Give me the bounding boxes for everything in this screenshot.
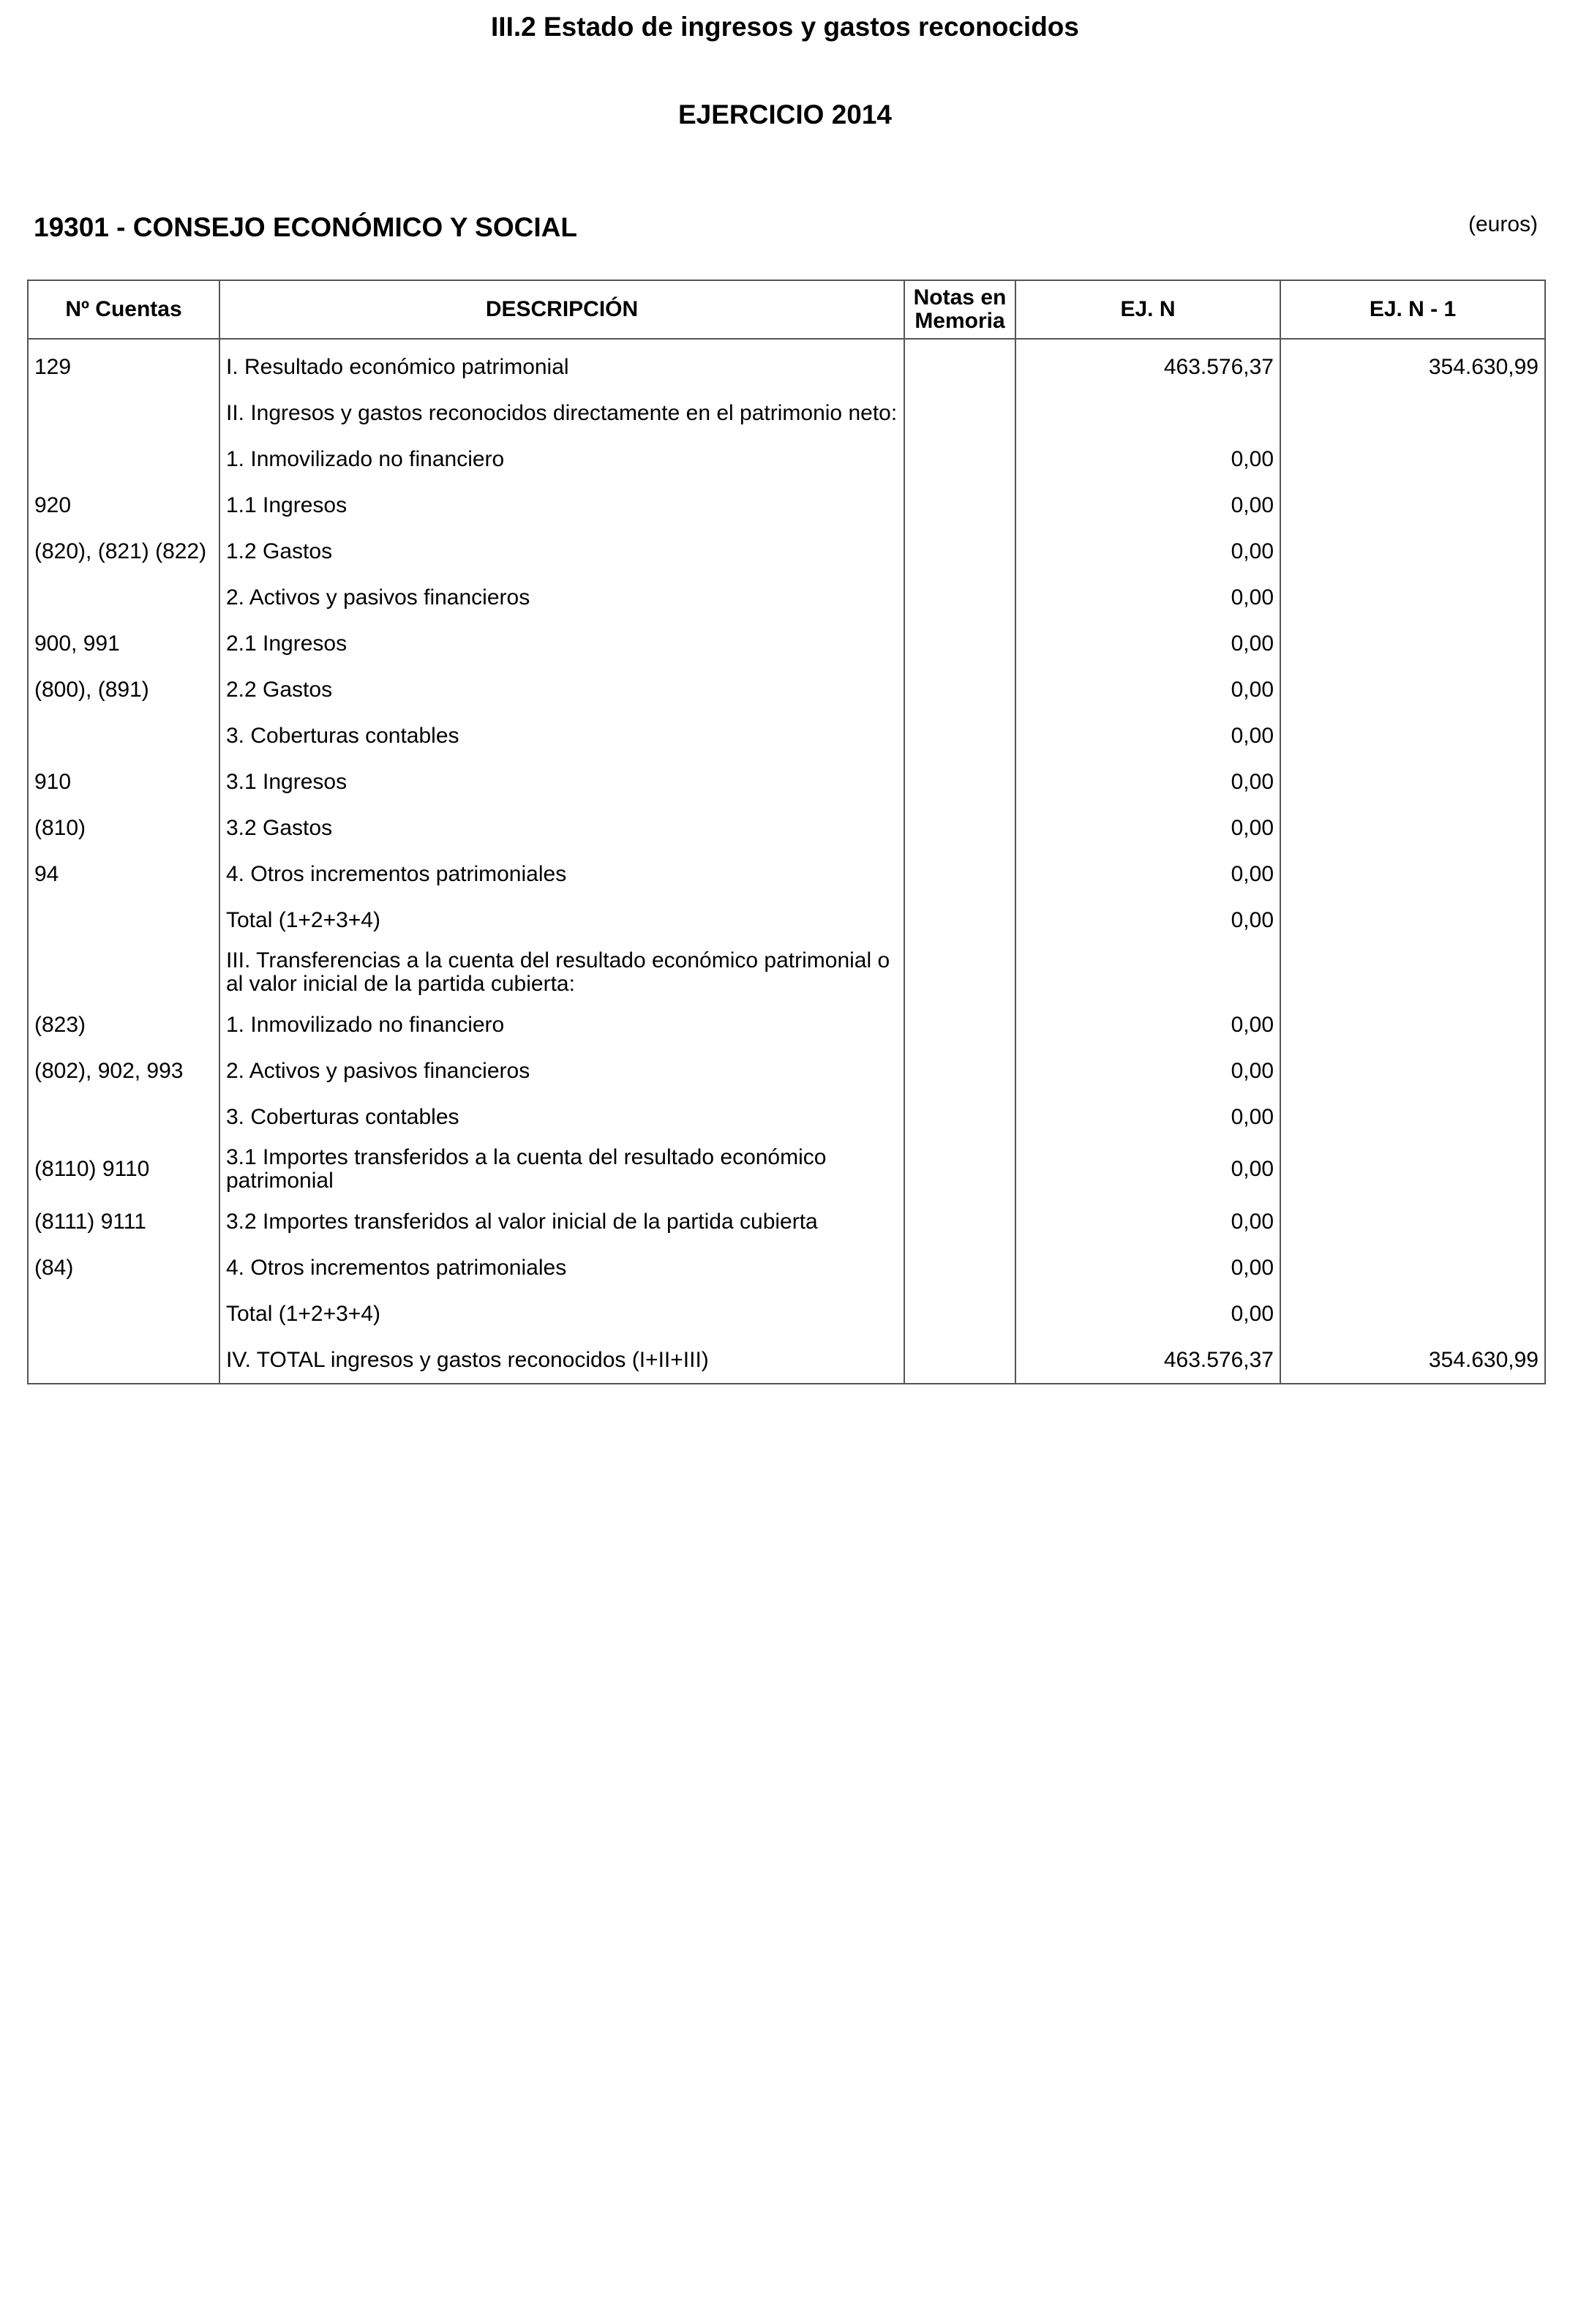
notes-cell (904, 1094, 1015, 1140)
account-cell: (8111) 9111 (28, 1199, 219, 1245)
year-n1-cell (1280, 805, 1545, 851)
table-row (28, 436, 1545, 482)
account-cell: 920 (28, 482, 219, 528)
account-cell: (820), (821) (822) (28, 528, 219, 574)
table-row (28, 574, 1545, 621)
description-cell: 4. Otros incrementos patrimoniales (219, 1245, 904, 1291)
account-cell: (823) (28, 1002, 219, 1048)
table-row (28, 943, 1545, 1002)
account-cell: 94 (28, 851, 219, 897)
account-cell: (8110) 9110 (28, 1140, 219, 1199)
entity-title: 19301 - CONSEJO ECONÓMICO Y SOCIAL (34, 212, 577, 242)
account-cell (28, 1291, 219, 1337)
table-row (28, 805, 1545, 851)
year-n-cell: 0,00 (1015, 1140, 1280, 1199)
statement-table (27, 280, 1546, 1384)
table-row (28, 759, 1545, 805)
year-n1-cell (1280, 621, 1545, 667)
year-n-cell: 0,00 (1015, 713, 1280, 759)
year-n-cell: 0,00 (1015, 1199, 1280, 1245)
year-n-cell: 0,00 (1015, 1094, 1280, 1140)
notes-cell (904, 1199, 1015, 1245)
year-n1-cell (1280, 528, 1545, 574)
description-cell: 1.1 Ingresos (219, 482, 904, 528)
notes-cell (904, 1337, 1015, 1384)
table-body (28, 339, 1545, 1384)
description-cell: 1. Inmovilizado no financiero (219, 436, 904, 482)
account-cell: (800), (891) (28, 667, 219, 713)
currency-unit: (euros) (1468, 212, 1538, 236)
notes-cell (904, 528, 1015, 574)
account-cell (28, 943, 219, 1002)
notes-cell (904, 897, 1015, 943)
year-n1-cell (1280, 1199, 1545, 1245)
table-row (28, 851, 1545, 897)
column-header-notes (904, 280, 1015, 339)
table-row (28, 1048, 1545, 1094)
notes-cell (904, 759, 1015, 805)
description-cell: 4. Otros incrementos patrimoniales (219, 851, 904, 897)
year-n1-cell (1280, 1291, 1545, 1337)
description-cell: 2. Activos y pasivos financieros (219, 574, 904, 621)
notes-cell (904, 713, 1015, 759)
notes-cell (904, 667, 1015, 713)
account-cell (28, 436, 219, 482)
notes-cell (904, 1291, 1015, 1337)
description-cell: 3.2 Importes transferidos al valor inicial de la partida cubierta (219, 1199, 904, 1245)
page-title: III.2 Estado de ingresos y gastos reconocidos (491, 12, 1079, 42)
year-n-cell: 0,00 (1015, 805, 1280, 851)
year-n1-cell (1280, 943, 1545, 1002)
account-cell (28, 1337, 219, 1384)
year-n-cell (1015, 943, 1280, 1002)
table-row (28, 1199, 1545, 1245)
account-cell (28, 390, 219, 436)
year-n-cell: 463.576,37 (1015, 339, 1280, 390)
description-cell: III. Transferencias a la cuenta del resultado económico patrimonial o al valor inicial de la partida cubierta: (219, 943, 904, 1002)
account-cell (28, 1094, 219, 1140)
year-n-cell: 0,00 (1015, 621, 1280, 667)
year-n-cell: 0,00 (1015, 482, 1280, 528)
year-n-cell: 0,00 (1015, 436, 1280, 482)
year-n1-cell (1280, 390, 1545, 436)
description-cell: 2.2 Gastos (219, 667, 904, 713)
account-cell: (810) (28, 805, 219, 851)
year-n1-cell: 354.630,99 (1280, 1337, 1545, 1384)
notes-cell (904, 436, 1015, 482)
notes-cell (904, 621, 1015, 667)
year-n-cell: 463.576,37 (1015, 1337, 1280, 1384)
notes-cell (904, 574, 1015, 621)
table-row (28, 1337, 1545, 1384)
year-n-cell: 0,00 (1015, 1245, 1280, 1291)
description-cell: 3.1 Importes transferidos a la cuenta del resultado económico patrimonial (219, 1140, 904, 1199)
table-row (28, 621, 1545, 667)
year-n1-cell (1280, 851, 1545, 897)
year-n-cell: 0,00 (1015, 897, 1280, 943)
account-cell (28, 897, 219, 943)
notes-cell (904, 1140, 1015, 1199)
account-cell (28, 713, 219, 759)
exercise-title: EJERCICIO 2014 (677, 100, 893, 130)
account-cell: 129 (28, 339, 219, 390)
year-n1-cell (1280, 1048, 1545, 1094)
description-cell: 2. Activos y pasivos financieros (219, 1048, 904, 1094)
description-cell: 1.2 Gastos (219, 528, 904, 574)
table-row (28, 713, 1545, 759)
year-n1-cell (1280, 759, 1545, 805)
notes-cell (904, 1048, 1015, 1094)
table-row (28, 1245, 1545, 1291)
notes-cell (904, 339, 1015, 390)
account-cell: (802), 902, 993 (28, 1048, 219, 1094)
year-n-cell: 0,00 (1015, 851, 1280, 897)
description-cell: Total (1+2+3+4) (219, 897, 904, 943)
year-n-cell: 0,00 (1015, 1291, 1280, 1337)
column-header-description: DESCRIPCIÓN (219, 280, 904, 339)
description-cell: 3.1 Ingresos (219, 759, 904, 805)
year-n1-cell (1280, 436, 1545, 482)
header-row (28, 280, 1545, 339)
description-cell: 1. Inmovilizado no financiero (219, 1002, 904, 1048)
account-cell (28, 574, 219, 621)
notes-cell (904, 1245, 1015, 1291)
year-n-cell: 0,00 (1015, 528, 1280, 574)
description-cell: 3. Coberturas contables (219, 713, 904, 759)
year-n-cell: 0,00 (1015, 1002, 1280, 1048)
notes-cell (904, 482, 1015, 528)
notes-cell (904, 390, 1015, 436)
table-row (28, 482, 1545, 528)
table-row (28, 1140, 1545, 1199)
table-row (28, 1094, 1545, 1140)
description-cell: 3.2 Gastos (219, 805, 904, 851)
notes-cell (904, 943, 1015, 1002)
table-header (28, 280, 1545, 339)
year-n1-cell (1280, 1245, 1545, 1291)
year-n1-cell (1280, 667, 1545, 713)
year-n1-cell (1280, 897, 1545, 943)
column-header-notes-line1: Notas en (913, 285, 1007, 310)
notes-cell (904, 851, 1015, 897)
table-row (28, 390, 1545, 436)
year-n1-cell (1280, 574, 1545, 621)
column-header-notes-line2: Memoria (914, 309, 1005, 333)
column-header-year-n1: EJ. N - 1 (1280, 280, 1545, 339)
column-header-year-n: EJ. N (1015, 280, 1280, 339)
description-cell: 2.1 Ingresos (219, 621, 904, 667)
year-n-cell: 0,00 (1015, 759, 1280, 805)
year-n-cell: 0,00 (1015, 667, 1280, 713)
account-cell: (84) (28, 1245, 219, 1291)
year-n1-cell (1280, 1094, 1545, 1140)
description-cell: IV. TOTAL ingresos y gastos reconocidos (I+II+III) (219, 1337, 904, 1384)
table-row (28, 1002, 1545, 1048)
year-n1-cell (1280, 1140, 1545, 1199)
year-n1-cell (1280, 1002, 1545, 1048)
description-cell: Total (1+2+3+4) (219, 1291, 904, 1337)
year-n-cell: 0,00 (1015, 574, 1280, 621)
year-n1-cell (1280, 713, 1545, 759)
table-row (28, 339, 1545, 390)
description-cell: I. Resultado económico patrimonial (219, 339, 904, 390)
year-n1-cell: 354.630,99 (1280, 339, 1545, 390)
account-cell: 900, 991 (28, 621, 219, 667)
description-cell: II. Ingresos y gastos reconocidos directamente en el patrimonio neto: (219, 390, 904, 436)
year-n-cell (1015, 390, 1280, 436)
year-n-cell: 0,00 (1015, 1048, 1280, 1094)
table-row (28, 667, 1545, 713)
account-cell: 910 (28, 759, 219, 805)
year-n1-cell (1280, 482, 1545, 528)
column-header-accounts: Nº Cuentas (28, 280, 219, 339)
table-row (28, 897, 1545, 943)
description-cell: 3. Coberturas contables (219, 1094, 904, 1140)
table-row (28, 1291, 1545, 1337)
table-row (28, 528, 1545, 574)
notes-cell (904, 805, 1015, 851)
notes-cell (904, 1002, 1015, 1048)
